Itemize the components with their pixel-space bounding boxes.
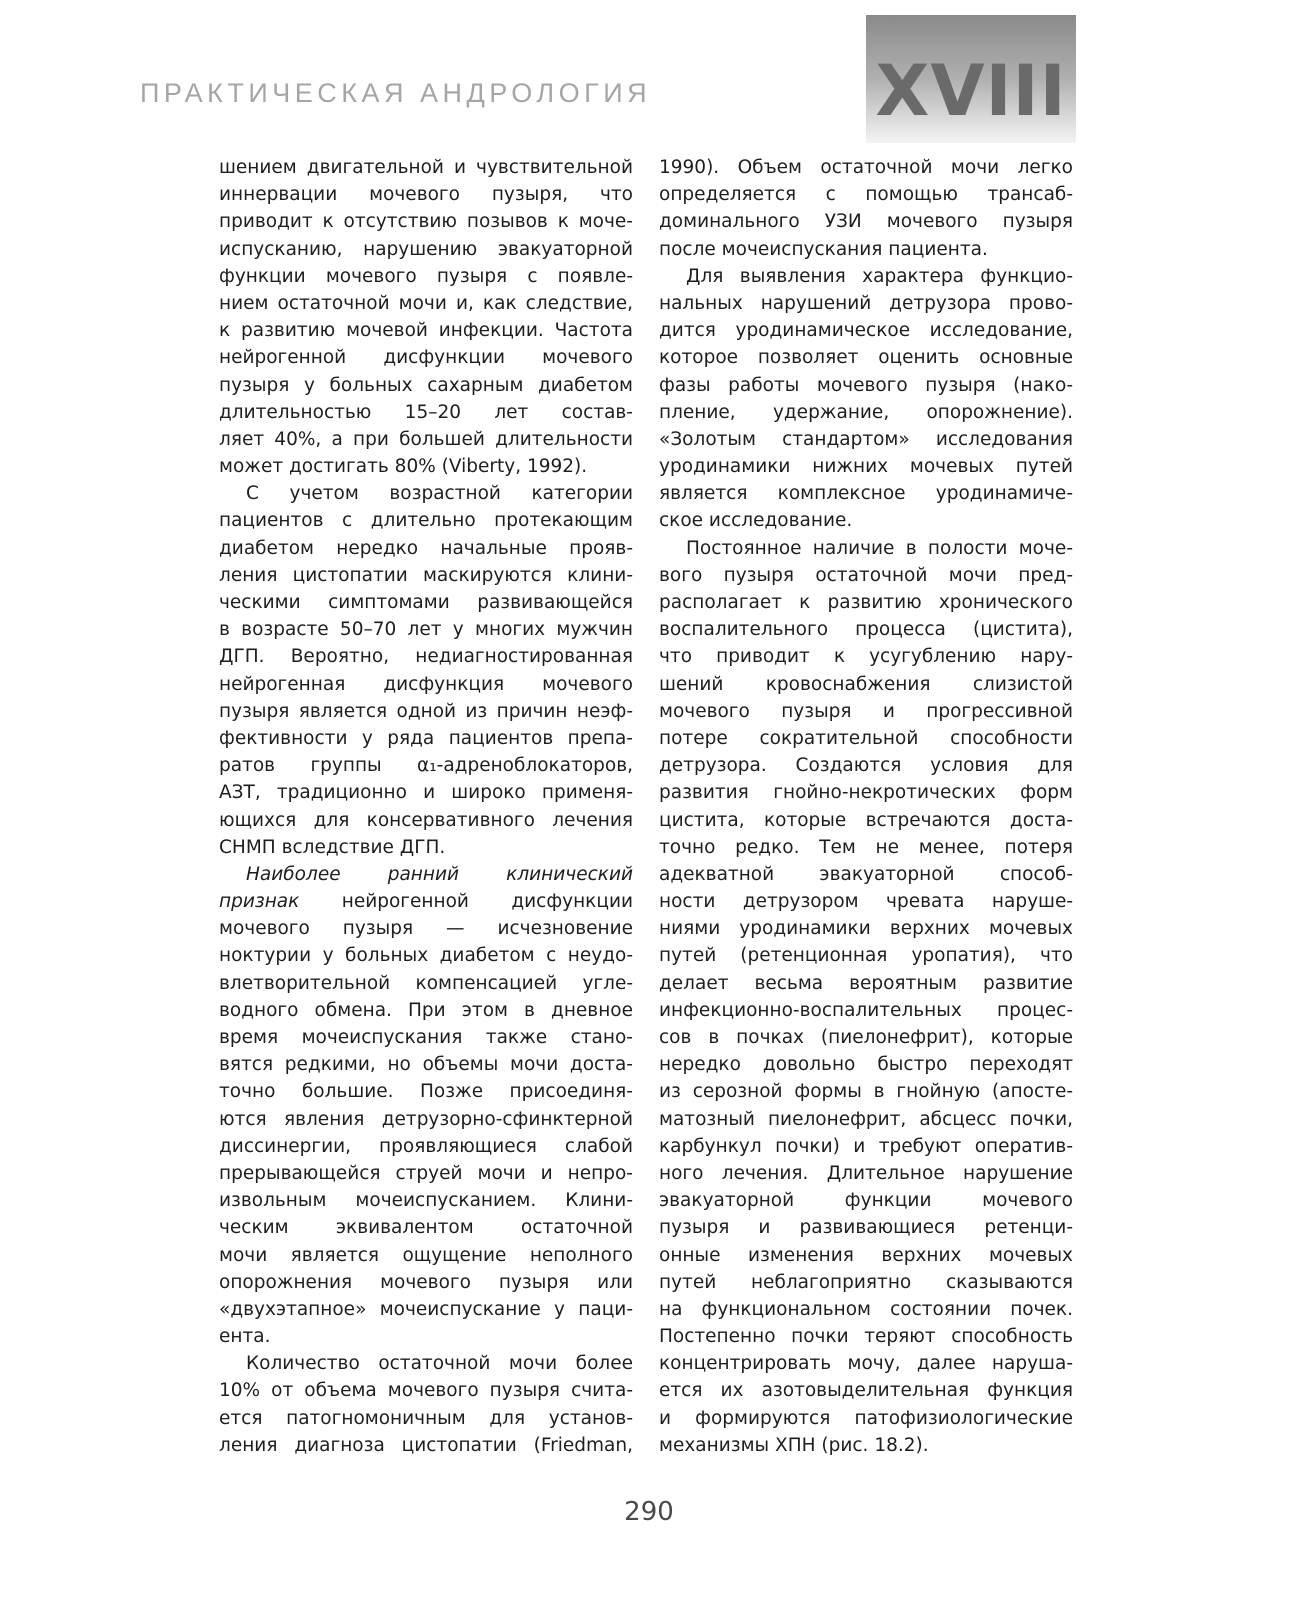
text-line: длительностью 15–20 лет состав- (219, 401, 633, 423)
text-line: ется их азотовыделительная функция (659, 1380, 1073, 1402)
text-line: СНМП вследствие ДГП. (219, 836, 446, 858)
text-line: ское исследование. (659, 510, 853, 532)
text-line: на функциональном состоянии почек. (659, 1298, 1073, 1320)
text-line: является комплексное уродинамиче- (659, 483, 1073, 505)
text-line: испусканию, нарушению эвакуаторной (219, 238, 633, 260)
text-line: пузыря является одной из причин неэф- (219, 700, 633, 722)
text-line: детрузора. Создаются условия для (659, 755, 1073, 777)
text-line: ДГП. Вероятно, недиагностированная (219, 646, 633, 668)
text-column-left (219, 154, 633, 1459)
text-line: ческим эквивалентом остаточной (219, 1217, 633, 1239)
text-line: располагает к развитию хронического (659, 592, 1073, 613)
text-line: Постепенно почки теряют способность (659, 1326, 1073, 1348)
text-line: ратов группы α₁-адреноблокаторов, (219, 755, 633, 777)
text-line: ется патогномоничным для установ- (219, 1407, 633, 1429)
text-line: Постоянное наличие в полости моче- (686, 537, 1073, 559)
text-line: мочевого пузыря и прогрессивной (659, 700, 1073, 722)
text-line: С учетом возрастной категории (246, 483, 633, 505)
emphasis-text: Наиболее ранний клинический (246, 863, 633, 885)
text-line: шением двигательной и чувствительной (219, 157, 633, 178)
chapter-number: XVIII (875, 50, 1067, 132)
text-line: эвакуаторной функции мочевого (659, 1190, 1073, 1212)
text-line: время мочеиспускания также стано- (219, 1027, 633, 1048)
text-line: точно редко. Тем не менее, потеря (659, 836, 1073, 858)
text-line: мочевого пузыря — исчезновение (219, 918, 633, 940)
text-line: ноктурии у больных диабетом с неудо- (219, 945, 633, 967)
text-line: что приводит к усугублению нару- (659, 646, 1073, 668)
text-line: пациентов с длительно протекающим (219, 510, 633, 532)
text-line: пление, удержание, опорожнение). (659, 401, 1073, 423)
text-line: ющихся для консервативного лечения (219, 809, 633, 831)
text-line: после мочеиспускания пациента. (659, 238, 988, 260)
text-line: карбункул почки) и требуют оператив- (659, 1135, 1073, 1157)
text-line: ного лечения. Длительное нарушение (659, 1162, 1073, 1184)
text-line: пузыря у больных сахарным диабетом (219, 374, 633, 396)
text-line: прерывающейся струей мочи и непро- (219, 1162, 633, 1184)
text-line: к развитию мочевой инфекции. Частота (219, 320, 633, 342)
text-line: 1990). Объем остаточной мочи легко (659, 157, 1073, 178)
text-line: ются явления детрузорно-сфинктерной (219, 1108, 633, 1130)
text-line: механизмы ХПН (рис. 18.2). (659, 1434, 929, 1456)
text-line: ниями уродинамики верхних мочевых (659, 918, 1073, 940)
text-line: вого пузыря остаточной мочи пред- (659, 564, 1073, 586)
text-line: матозный пиелонефрит, абсцесс почки, (659, 1108, 1073, 1130)
text-line: опорожнения мочевого пузыря или (219, 1271, 633, 1293)
text-line: иннервации мочевого пузыря, что (219, 184, 633, 206)
text-line: путей неблагоприятно сказываются (659, 1271, 1073, 1293)
text-line: нальных нарушений детрузора прово- (659, 292, 1073, 314)
text-line: шений кровоснабжения слизистой (659, 673, 1073, 695)
running-title: ПРАКТИЧЕСКАЯ АНДРОЛОГИЯ (140, 78, 652, 108)
text-line: ческими симптомами развивающейся (219, 592, 633, 613)
text-line: сов в почках (пиелонефрит), которые (659, 1027, 1073, 1048)
text-line: диабетом нередко начальные прояв- (219, 537, 633, 559)
text-line: ности детрузором чревата наруше- (659, 891, 1073, 913)
text-line: может достигать 80% (Viberty, 1992). (219, 456, 588, 478)
text-line: мочи является ощущение неполного (219, 1244, 633, 1266)
text-line: цистита, которые встречаются доста- (659, 809, 1073, 831)
text-line: нейрогенной дисфункции мочевого (219, 347, 633, 369)
text-line: Для выявления характера функцио- (686, 265, 1073, 287)
text-line: нейрогенная дисфункция мочевого (219, 673, 633, 695)
text-line: воспалительного процесса (цистита), (659, 619, 1073, 641)
text-line: АЗТ, традиционно и широко применя- (219, 782, 633, 804)
text-line: ления диагноза цистопатии (Friedman, (219, 1434, 633, 1456)
text-line: фективности у ряда пациентов препа- (219, 727, 633, 749)
text-line: нередко довольно быстро переходят (659, 1054, 1073, 1076)
text-line: точно большие. Позже присоединя- (219, 1081, 633, 1103)
emphasis-text: признак (219, 891, 300, 913)
text-line: Количество остаточной мочи более (246, 1353, 633, 1375)
text-line: «Золотым стандартом» исследования (659, 428, 1073, 450)
text-line: водного обмена. При этом в дневное (219, 999, 633, 1021)
text-line: пузыря и развивающиеся ретенци- (659, 1217, 1073, 1239)
text-line: 10% от объема мочевого пузыря счита- (219, 1380, 633, 1402)
text-line: извольным мочеиспусканием. Клини- (219, 1190, 633, 1212)
text-line: адекватной эвакуаторной способ- (659, 863, 1073, 885)
text-line: определяется с помощью трансаб- (659, 184, 1073, 206)
text-line: делает весьма вероятным развитие (659, 972, 1073, 994)
text-line: из серозной формы в гнойную (апосте- (659, 1081, 1073, 1103)
text-line: инфекционно-воспалительных процес- (659, 999, 1073, 1021)
text-line (219, 888, 633, 915)
text-line: влетворительной компенсацией угле- (219, 972, 633, 994)
text-line: функции мочевого пузыря с появле- (219, 265, 633, 287)
text-line: уродинамики нижних мочевых путей (659, 456, 1073, 478)
text-column-right (659, 154, 1073, 1459)
text-line: ляет 40%, а при большей длительности (219, 428, 633, 450)
chapter-badge (866, 15, 1076, 143)
text-run: нейрогенной дисфункции (299, 891, 633, 913)
text-line: развития гнойно-некротических форм (659, 782, 1073, 804)
text-line: концентрировать мочу, далее наруша- (659, 1353, 1073, 1375)
text-line: потере сократительной способности (659, 727, 1073, 749)
text-line: в возрасте 50–70 лет у многих мужчин (219, 619, 633, 641)
page-number: 290 (624, 1497, 674, 1527)
text-line: нием остаточной мочи и, как следствие, (219, 292, 633, 314)
text-line: которое позволяет оценить основные (659, 347, 1073, 369)
text-line: ента. (219, 1326, 271, 1348)
text-line: путей (ретенционная уропатия), что (659, 945, 1073, 967)
text-line: «двухэтапное» мочеиспускание у паци- (219, 1298, 633, 1320)
text-line: и формируются патофизиологические (659, 1407, 1073, 1429)
text-line: диссинергии, проявляющиеся слабой (219, 1135, 633, 1157)
text-line: приводит к отсутствию позывов к моче- (219, 211, 633, 233)
text-line: ления цистопатии маскируются клини- (219, 564, 633, 586)
text-line (219, 861, 633, 888)
text-line: онные изменения верхних мочевых (659, 1244, 1073, 1266)
text-line: вятся редкими, но объемы мочи доста- (219, 1054, 633, 1076)
text-line: дится уродинамическое исследование, (659, 320, 1073, 342)
text-line: доминального УЗИ мочевого пузыря (659, 211, 1073, 233)
text-line: фазы работы мочевого пузыря (нако- (659, 374, 1073, 396)
